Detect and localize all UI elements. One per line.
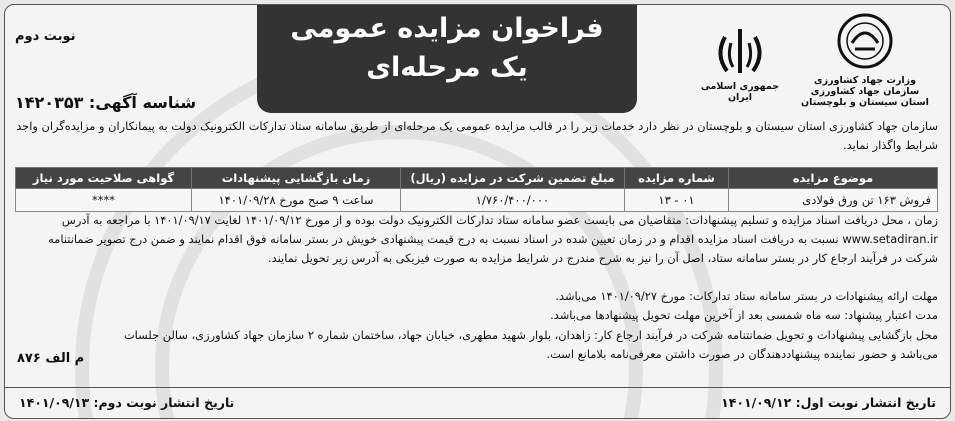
edition-label: نوبت دوم xyxy=(15,29,76,44)
body-paragraph-1: زمان ، محل دریافت اسناد مزایده و تسلیم پیشنهادات: متقاضیان می بایست عضو سامانه ستاد تدارکات الکترونیک دولت بوده و از مورخ ۱۴۰۱/۰۹/۱۲ لغایت ۱۴۰۱/۰۹/۱۷ با مراجعه به آدرس www.setadiran.ir نسبت به دریافت اسناد مزایده اقدام و در زمان تعیین شده در اسناد نسبت به درج قیمت پیشنهادی خویش در بستر سامانه فوق اقدام نمایند و ضمن درج تصویر ضمانتنامه شرکت در فرآیند ارجاع کار در بستر سامانه ستاد، اصل آن را نیز به شرح مندرج در شرایط مزایده به صورت فیزیکی به آدرس زیر تحویل نمایند. xyxy=(48,213,938,265)
table-header-row xyxy=(16,168,938,189)
reference-code: م الف ۸۷۶ xyxy=(17,351,85,366)
ad-id: شناسه آگهی: ۱۴۲۰۳۵۳ xyxy=(15,93,197,112)
body-paragraph-3: مدت اعتبار پیشنهاد: سه ماه شمسی بعد از آخرین مهلت تحویل پیشنهادها می‌باشد. xyxy=(550,308,938,322)
table-header: موضوع مزایده xyxy=(729,168,938,189)
table-header: گواهی صلاحیت مورد نیاز xyxy=(16,168,192,189)
organization-name: سازمان جهاد کشاورزی xyxy=(810,86,920,97)
second-publication-date: تاریخ انتشار نوبت دوم: ۱۴۰۱/۰۹/۱۳ xyxy=(19,395,235,410)
table-header: شماره مزایده xyxy=(625,168,729,189)
ministry-logo xyxy=(800,13,930,113)
notice-title-box xyxy=(257,5,637,113)
table-cell: ۱/۷۶۰/۴۰۰/۰۰۰ xyxy=(401,189,625,212)
title-line-2: یک مرحله‌ای xyxy=(366,52,528,83)
table-cell: ساعت ۹ صبح مورخ ۱۴۰۱/۰۹/۲۸ xyxy=(192,189,401,212)
iran-emblem-icon xyxy=(695,25,785,77)
tender-table xyxy=(15,167,938,212)
republic-label: جمهوری اسلامی ایران xyxy=(700,81,780,103)
table-header: زمان بازگشایی پیشنهادات xyxy=(192,168,401,189)
ministry-name: وزارت جهاد کشاورزی xyxy=(813,75,917,86)
body-paragraph-4: محل بازگشایی پیشنهادات و تحویل ضمانتنامه شرکت در فرآیند ارجاع کار: زاهدان، بلوار شهید مطهری، خیابان جهاد، ساختمان شماره ۲ سازمان جهاد کشاورزی، سالن جلسات می‌باشد و حضور نماینده پیشنهاددهندگان در صورت داشتن معرفی‌نامه بلامانع است. xyxy=(123,328,938,361)
first-publication-date: تاریخ انتشار نوبت اول: ۱۴۰۱/۰۹/۱۲ xyxy=(721,395,936,410)
table-cell: فروش ۱۶۳ تن ورق فولادی xyxy=(729,189,938,212)
tender-notice xyxy=(4,4,951,419)
body-paragraph-2: مهلت ارائه پیشنهادات در بستر سامانه ستاد تدارکات: مورخ ۱۴۰۱/۰۹/۲۷ می‌باشد. xyxy=(555,289,938,303)
table-cell: **** xyxy=(16,189,192,212)
iran-emblem xyxy=(695,25,785,103)
table-header: مبلغ تضمین شرکت در مزایده (ریال) xyxy=(401,168,625,189)
jahad-logo-icon xyxy=(800,13,930,71)
intro-paragraph: سازمان جهاد کشاورزی استان سیستان و بلوچستان در نظر دارد خدمات زیر را در قالب مزایده عمومی یک مرحله‌ای از طریق سامانه ستاد تدارکات الکترونیک دولت به پیمانکاران و مزایده‌گران واجد شرایط واگذار نماید. xyxy=(16,119,938,152)
footer xyxy=(5,387,950,418)
province-name: استان سیستان و بلوچستان xyxy=(801,97,929,108)
title-line-1: فراخوان مزایده عمومی xyxy=(290,13,604,44)
table-row xyxy=(16,189,938,212)
table-cell: ۰۱ - ۱۳ xyxy=(625,189,729,212)
